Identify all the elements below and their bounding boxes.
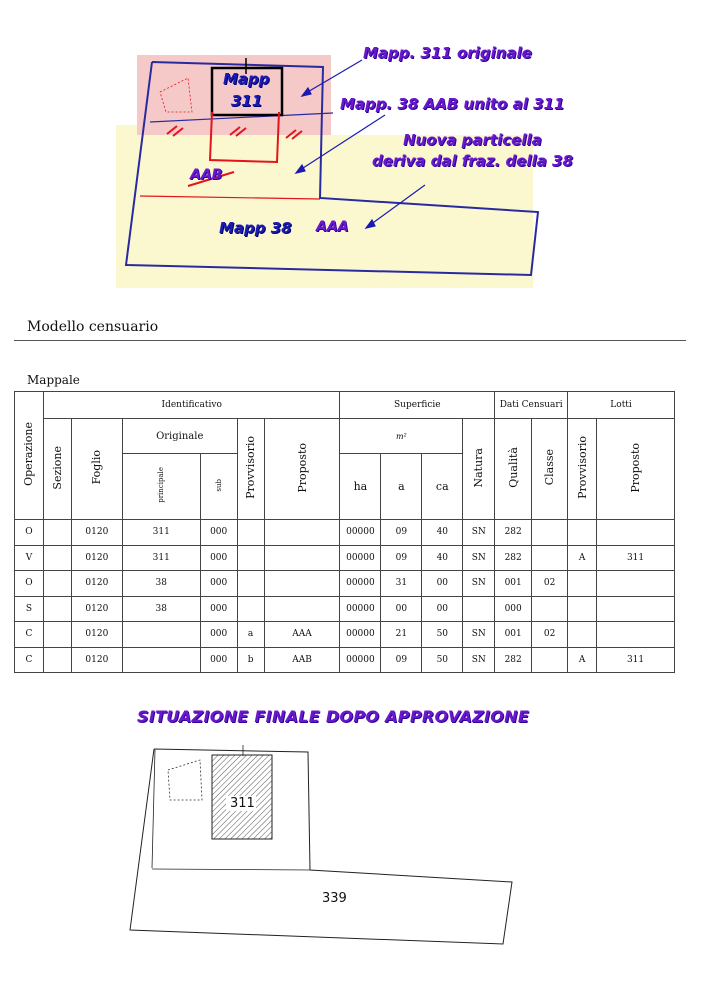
background-yellow-top [116, 125, 137, 135]
hdr-sub: sub [200, 454, 237, 520]
cell-a: 09 [381, 647, 422, 673]
hdr-dati-censuari: Dati Censuari [495, 392, 568, 419]
cell-op: S [15, 596, 44, 622]
cell-lprop [597, 571, 675, 597]
label-mapp: Mapp [223, 70, 270, 88]
cell-a: 09 [381, 545, 422, 571]
cell-sez [43, 596, 71, 622]
final-label-311: 311 [230, 796, 255, 811]
cell-op: V [15, 545, 44, 571]
cell-nat: SN [463, 622, 495, 648]
cell-a: 00 [381, 596, 422, 622]
label-mapp38: Mapp 38 [219, 219, 292, 237]
cell-sez [43, 622, 71, 648]
hdr-m2: m² [340, 419, 463, 454]
cell-nat [463, 596, 495, 622]
cell-nat: SN [463, 647, 495, 673]
bottom-cadastral-map [0, 730, 706, 960]
cell-prov [237, 520, 264, 546]
cell-ha: 00000 [340, 520, 381, 546]
cell-princ [122, 622, 200, 648]
cell-sub: 000 [200, 520, 237, 546]
cell-qual: 001 [495, 571, 532, 597]
cell-sez [43, 571, 71, 597]
section-divider [14, 340, 686, 341]
cell-lprop [597, 596, 675, 622]
cell-princ: 311 [122, 520, 200, 546]
cell-prop [264, 545, 340, 571]
cell-sub: 000 [200, 622, 237, 648]
top-cadastral-map [0, 0, 706, 300]
cell-sub: 000 [200, 545, 237, 571]
hdr-a: a [381, 454, 422, 520]
final-title: SITUAZIONE FINALE DOPO APPROVAZIONE [137, 707, 530, 726]
cell-sez [43, 545, 71, 571]
cell-ca: 00 [422, 571, 463, 597]
cell-fog: 0120 [71, 520, 122, 546]
note-38-aab: Mapp. 38 AAB unito al 311 [340, 95, 565, 113]
table-row [15, 622, 675, 648]
table-title: Mappale [27, 373, 80, 387]
cell-prov [237, 545, 264, 571]
hdr-superficie: Superficie [340, 392, 495, 419]
cell-sub: 000 [200, 571, 237, 597]
hdr-principale: principale [122, 454, 200, 520]
label-311: 311 [231, 92, 263, 110]
label-aaa: AAA [316, 219, 349, 235]
cell-op: C [15, 647, 44, 673]
cell-lprov [568, 520, 597, 546]
hdr-ha: ha [340, 454, 381, 520]
note-new-parcel-1: Nuova particella [403, 131, 542, 149]
hdr-classe: Classe [532, 419, 568, 520]
cell-ca: 50 [422, 622, 463, 648]
cell-ha: 00000 [340, 571, 381, 597]
table-row [15, 545, 675, 571]
cell-lprop: 311 [597, 545, 675, 571]
cell-prop [264, 596, 340, 622]
cell-princ: 38 [122, 596, 200, 622]
cell-ca: 50 [422, 647, 463, 673]
hdr-operazione: Operazione [15, 392, 44, 520]
hdr-lotti: Lotti [568, 392, 675, 419]
hdr-sezione: Sezione [43, 419, 71, 520]
cell-prov [237, 596, 264, 622]
note-311-originale: Mapp. 311 originale [363, 44, 532, 62]
cell-nat: SN [463, 571, 495, 597]
cell-fog: 0120 [71, 596, 122, 622]
cell-ca: 00 [422, 596, 463, 622]
cell-ha: 00000 [340, 545, 381, 571]
cell-lprov [568, 596, 597, 622]
table-row [15, 647, 675, 673]
table-row [15, 520, 675, 546]
cell-op: O [15, 520, 44, 546]
cell-fog: 0120 [71, 545, 122, 571]
cell-lprov [568, 622, 597, 648]
cell-prov: a [237, 622, 264, 648]
cell-qual: 282 [495, 520, 532, 546]
cell-fog: 0120 [71, 571, 122, 597]
final-label-339: 339 [322, 891, 347, 906]
cell-princ: 38 [122, 571, 200, 597]
cell-lprov [568, 571, 597, 597]
cell-prop: AAB [264, 647, 340, 673]
cell-lprop [597, 622, 675, 648]
cell-ha: 00000 [340, 647, 381, 673]
final-parcel-outline [130, 749, 512, 944]
hdr-proposto: Proposto [264, 419, 340, 520]
cell-a: 21 [381, 622, 422, 648]
cell-princ: 311 [122, 545, 200, 571]
cell-prop: AAA [264, 622, 340, 648]
cell-fog: 0120 [71, 622, 122, 648]
hdr-provvisorio: Provvisorio [237, 419, 264, 520]
cell-cls: 02 [532, 571, 568, 597]
cell-ha: 00000 [340, 596, 381, 622]
cell-lprov: A [568, 545, 597, 571]
cell-prop [264, 571, 340, 597]
cell-sub: 000 [200, 647, 237, 673]
cell-sez [43, 647, 71, 673]
section-title: Modello censuario [27, 319, 159, 335]
cell-fog: 0120 [71, 647, 122, 673]
final-division-line [152, 869, 310, 870]
cell-ha: 00000 [340, 622, 381, 648]
cell-cls [532, 520, 568, 546]
cell-nat: SN [463, 520, 495, 546]
label-aab: AAB [190, 167, 223, 183]
hdr-foglio: Foglio [71, 419, 122, 520]
cell-nat: SN [463, 545, 495, 571]
hdr-lotti-provvisorio: Provvisorio [568, 419, 597, 520]
note-new-parcel-2: deriva dal fraz. della 38 [372, 152, 573, 170]
table-row [15, 596, 675, 622]
hdr-ca: ca [422, 454, 463, 520]
hdr-natura: Natura [463, 419, 495, 520]
cell-prop [264, 520, 340, 546]
cell-qual: 001 [495, 622, 532, 648]
cell-lprop [597, 520, 675, 546]
cell-prov [237, 571, 264, 597]
hdr-originale: Originale [122, 419, 237, 454]
cell-sez [43, 520, 71, 546]
cell-a: 31 [381, 571, 422, 597]
cell-op: O [15, 571, 44, 597]
cell-lprop: 311 [597, 647, 675, 673]
cell-cls [532, 647, 568, 673]
cell-prov: b [237, 647, 264, 673]
censuario-table [14, 391, 675, 673]
cell-op: C [15, 622, 44, 648]
cell-a: 09 [381, 520, 422, 546]
cell-qual: 282 [495, 647, 532, 673]
hdr-qualita: Qualità [495, 419, 532, 520]
hdr-lotti-proposto: Proposto [597, 419, 675, 520]
cell-ca: 40 [422, 545, 463, 571]
cell-qual: 000 [495, 596, 532, 622]
cell-cls: 02 [532, 622, 568, 648]
cell-qual: 282 [495, 545, 532, 571]
final-inner-edge [152, 750, 155, 868]
cell-cls [532, 545, 568, 571]
cell-cls [532, 596, 568, 622]
cell-lprov: A [568, 647, 597, 673]
hdr-identificativo: Identificativo [43, 392, 339, 419]
table-row [15, 571, 675, 597]
cell-sub: 000 [200, 596, 237, 622]
cell-princ [122, 647, 200, 673]
building-dashed-final [168, 760, 202, 800]
cell-ca: 40 [422, 520, 463, 546]
